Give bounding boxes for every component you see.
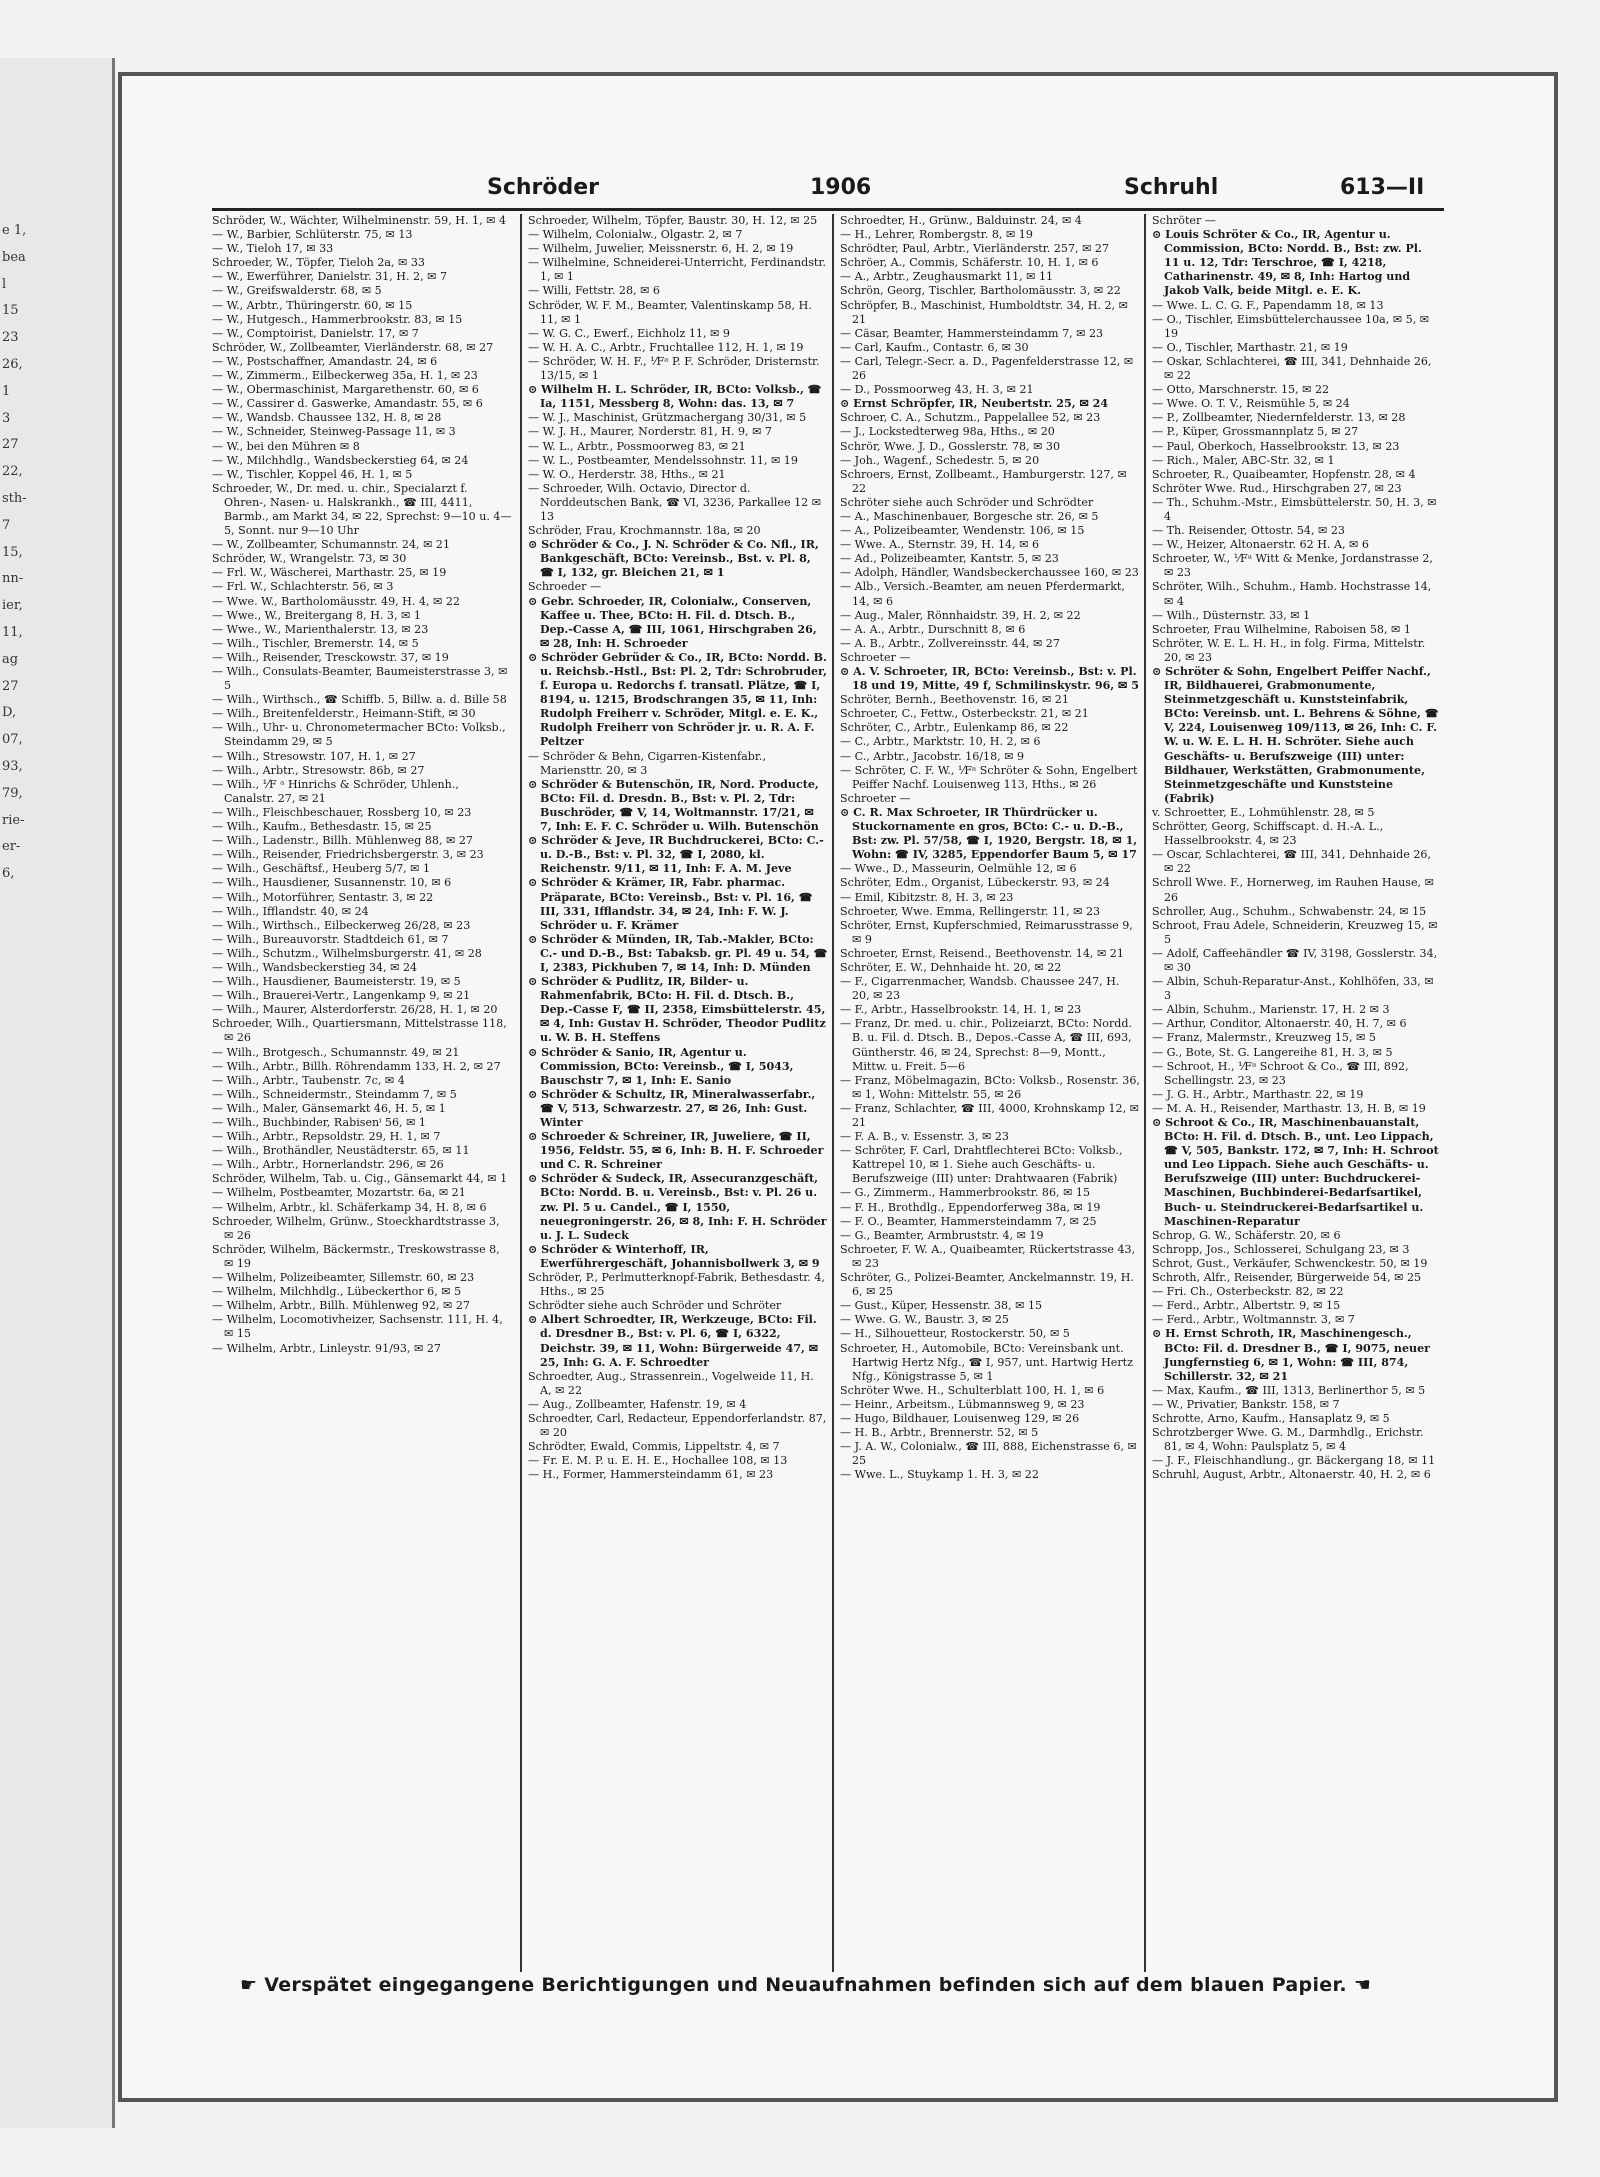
margin-fragment: 6, (2, 866, 15, 882)
margin-fragment: bea (2, 249, 26, 265)
directory-entry: — Wilh., Buchbinder, Rabisenⁱ 56, ✉ 1 (212, 1116, 426, 1129)
directory-entry: — Wwe., W., Marienthalerstr. 13, ✉ 23 (212, 622, 429, 636)
directory-entry: — Emil, Kibitzstr. 8, H. 3, ✉ 23 (840, 890, 1014, 904)
directory-entry: — Carl, Telegr.-Secr. a. D., Pagenfelderstrasse 12, ✉ 26 (840, 354, 1134, 383)
directory-entry: — W., Comptoirist, Danielstr. 17, ✉ 7 (212, 326, 419, 340)
directory-entry: Schroeder, Wilh., Quartiersmann, Mittelstrasse 118, ✉ 26 (212, 1017, 507, 1045)
directory-entry: — J. G. H., Arbtr., Marthastr. 22, ✉ 19 (1152, 1087, 1364, 1101)
directory-entry: ⊙ Schröder & Sanio, IR, Agentur u. Commission, BCto: Vereinsb., ☎ I, 5043, Bauschstr 7, ✉ 1, Inh: E. Sanio (528, 1045, 794, 1087)
directory-entry: — F., Arbtr., Hasselbrookstr. 14, H. 1, ✉ 23 (840, 1003, 1082, 1017)
directory-entry: — Hugo, Bildhauer, Louisenweg 129, ✉ 26 (840, 1411, 1080, 1425)
directory-entry: Schröder, P., Perlmutterknopf-Fabrik, Bethesdastr. 4, Hths., ✉ 25 (528, 1271, 825, 1299)
directory-entry: ⊙ Schröder & Schultz, IR, Mineralwasserfabr., ☎ V, 513, Schwarzestr. 27, ✉ 26, Inh: Gust. Winter (528, 1087, 816, 1129)
directory-entry: Schroedter, H., Grünw., Balduinstr. 24, ✉ 4 (840, 214, 1082, 227)
directory-entry: — Ferd., Arbtr., Albertstr. 9, ✉ 15 (1152, 1299, 1341, 1313)
directory-entry: — Wilh., Maler, Gänsemarkt 46, H. 5, ✉ 1 (212, 1101, 446, 1115)
directory-entry: — W., Ewerführer, Danielstr. 31, H. 2, ✉ 7 (212, 270, 448, 284)
margin-fragment: 3 (2, 410, 11, 426)
directory-entry: — Wilh., Hausdiener, Susannenstr. 10, ✉ 6 (212, 876, 452, 890)
header-left-keyword: Schröder (487, 175, 600, 200)
directory-entry: — Schroot, H., ⅟Fᵃ Schroot & Co., ☎ III, 892, Schellingstr. 23, ✉ 23 (1152, 1059, 1409, 1087)
directory-entry: Schröter, Bernh., Beethovenstr. 16, ✉ 21 (840, 693, 1069, 707)
directory-entry: Schroll Wwe. F., Hornerweg, im Rauhen Hause, ✉ 26 (1152, 876, 1434, 904)
directory-entry: — W. J. H., Maurer, Norderstr. 81, H. 9, ✉ 7 (528, 425, 772, 439)
margin-fragment: 26, (2, 356, 23, 372)
directory-entry: Schröter Wwe. H., Schulterblatt 100, H. 1, ✉ 6 (840, 1383, 1105, 1397)
directory-entry: — W., Arbtr., Thüringerstr. 60, ✉ 15 (212, 298, 413, 312)
directory-entry: Schroeter — (840, 791, 911, 805)
directory-entry: Schroeder, W., Töpfer, Tieloh 2a, ✉ 33 (212, 256, 425, 270)
directory-entry: — Wilh., Maurer, Alsterdorferstr. 26/28, H. 1, ✉ 20 (212, 1003, 498, 1017)
directory-entry: Schrödter, Paul, Arbtr., Vierländerstr. 257, ✉ 27 (840, 242, 1110, 256)
directory-entry: — Schroeder, Wilh. Octavio, Director d. Norddeutschen Bank, ☎ VI, 3236, Parkallee 12 ✉ 13 (528, 481, 822, 523)
directory-entry: Schroeter, Ernst, Reisend., Beethovenstr. 14, ✉ 21 (840, 946, 1124, 960)
directory-entry: — W. L., Postbeamter, Mendelssohnstr. 11, ✉ 19 (528, 453, 798, 467)
margin-fragment: er- (2, 839, 21, 855)
directory-entry: — W., Heizer, Altonaerstr. 62 H. A, ✉ 6 (1152, 538, 1369, 552)
directory-entry: ⊙ Schröder & Co., J. N. Schröder & Co. Nfl., IR, Bankgeschäft, BCto: Vereinsb., Bst. v. Pl. 8, ☎ I, 132, gr. Bleichen 21, ✉ 1 (528, 538, 819, 580)
previous-page-margin-text (2, 218, 42, 888)
directory-entry: Schroeter, C., Fettw., Osterbeckstr. 21, ✉ 21 (840, 707, 1089, 721)
directory-entry: Schröter, Edm., Organist, Lübeckerstr. 93, ✉ 24 (840, 876, 1110, 890)
directory-entry: — H. B., Arbtr., Brennerstr. 52, ✉ 5 (840, 1426, 1039, 1440)
directory-entry: — W. O., Herderstr. 38, Hths., ✉ 21 (528, 467, 726, 481)
directory-entry: — G., Beamter, Armbruststr. 4, ✉ 19 (840, 1228, 1044, 1242)
directory-entry: — Adolf, Caffeehändler ☎ IV, 3198, Gosslerstr. 34, ✉ 30 (1152, 946, 1438, 974)
directory-entry: — C., Arbtr., Marktstr. 10, H. 2, ✉ 6 (840, 735, 1041, 749)
directory-entry: ⊙ Albert Schroedter, IR, Werkzeuge, BCto: Fil. d. Dresdner B., Bst: v. Pl. 6, ☎ I, 6322, Deichstr. 39, ✉ 11, Wohn: Bürgerweide 47, ✉ 25, Inh: G. A. F. Schroedter (528, 1313, 819, 1369)
directory-entry: — Wilh., Reisender, Friedrichsbergerstr. 3, ✉ 23 (212, 848, 484, 862)
directory-entry: — O., Tischler, Marthastr. 21, ✉ 19 (1152, 340, 1348, 354)
directory-entry: — Schröter, C. F. W., ⅟Fᵃ Schröter & Sohn, Engelbert Peiffer Nachf. Louisenweg 113, Hths., ✉ 26 (840, 763, 1138, 791)
page-header (210, 175, 1440, 205)
directory-entry: — Frl. W., Schlachterstr. 56, ✉ 3 (212, 580, 394, 594)
directory-entry: — Wilh., ⅟F ᵃ Hinrichs & Schröder, Uhlenh., Canalstr. 27, ✉ 21 (212, 777, 459, 805)
directory-entry: — Franz, Dr. med. u. chir., Polizeiarzt, BCto: Nordd. B. u. Fil. d. Dtsch. B., Depos.-Casse A, ☎ III, 693, Güntherstr. 46, ✉ 24, Sprechst: 8—9, Montt., Mittw. u. Freit. 5—6 (840, 1017, 1133, 1073)
margin-fragment: 93, (2, 758, 23, 774)
directory-entry: Schroth, Alfr., Reisender, Bürgerweide 54, ✉ 25 (1152, 1271, 1422, 1285)
directory-entry: — A., Polizeibeamter, Wendenstr. 106, ✉ 15 (840, 524, 1085, 538)
directory-entry: Schroeder — (528, 580, 602, 594)
directory-entry: — Wwe. L. C. G. F., Papendamm 18, ✉ 13 (1152, 298, 1384, 312)
footer-note: ☛ Verspätet eingegangene Berichtigungen und Neuaufnahmen befinden sich auf dem blauen Papier. ☚ (240, 1974, 1372, 1996)
directory-entry: Schroeter — (840, 650, 911, 664)
directory-entry: Schrotte, Arno, Kaufm., Hansaplatz 9, ✉ 5 (1152, 1411, 1390, 1425)
directory-entry: ⊙ Schröder & Winterhoff, IR, Ewerführergeschäft, Johannisbollwerk 3, ✉ 9 (528, 1242, 820, 1270)
directory-entry: — Aug., Zollbeamter, Hafenstr. 19, ✉ 4 (528, 1397, 747, 1411)
directory-entry: — W. G. C., Ewerf., Eichholz 11, ✉ 9 (528, 326, 730, 340)
directory-entry: Schröpfer, B., Maschinist, Humboldtstr. 34, H. 2, ✉ 21 (840, 298, 1128, 326)
margin-fragment: 79, (2, 785, 23, 801)
directory-entry: — Alb., Versich.-Beamter, am neuen Pferdermarkt, 14, ✉ 6 (840, 580, 1125, 608)
directory-entry: — Wilh., Düsternstr. 33, ✉ 1 (1152, 608, 1311, 622)
directory-entry: — Albin, Schuhm., Marienstr. 17, H. 2 ✉ 3 (1152, 1003, 1390, 1017)
directory-entry: — A., Arbtr., Zeughausmarkt 11, ✉ 11 (840, 270, 1054, 284)
directory-entry: — P., Küper, Grossmannplatz 5, ✉ 27 (1152, 425, 1359, 439)
directory-entry: — F. A. B., v. Essenstr. 3, ✉ 23 (840, 1130, 1009, 1144)
margin-fragment: 27 (2, 437, 19, 453)
directory-entry: — Paul, Oberkoch, Hasselbrookstr. 13, ✉ 23 (1152, 439, 1400, 453)
directory-entry: Schroedter, Carl, Redacteur, Eppendorferlandstr. 87, ✉ 20 (528, 1411, 827, 1440)
directory-entry: Schroot, Frau Adele, Schneiderin, Kreuzweg 15, ✉ 5 (1152, 918, 1438, 946)
margin-fragment: l (2, 276, 7, 292)
directory-entry: — W. L., Arbtr., Possmoorweg 83, ✉ 21 (528, 439, 746, 453)
directory-entry: — Cäsar, Beamter, Hammersteindamm 7, ✉ 23 (840, 326, 1104, 340)
directory-entry: Schröder, Frau, Krochmannstr. 18a, ✉ 20 (528, 524, 761, 538)
directory-entry: — Franz, Malermstr., Kreuzweg 15, ✉ 5 (1152, 1031, 1376, 1045)
directory-entry: — W., Greifswalderstr. 68, ✉ 5 (212, 284, 382, 298)
directory-entry: — Wilh., Arbtr., Billh. Röhrendamm 133, H. 2, ✉ 27 (212, 1059, 501, 1073)
directory-entry: Schröter, E. W., Dehnhaide ht. 20, ✉ 22 (840, 960, 1062, 974)
directory-entry: Schroeter, F. W. A., Quaibeamter, Rückertstrasse 43, ✉ 23 (840, 1242, 1136, 1270)
directory-entry: Schrödter siehe auch Schröder und Schröter (528, 1299, 782, 1313)
directory-entry: — Wilh., Wandsbeckerstieg 34, ✉ 24 (212, 960, 418, 974)
directory-entry: Schruhl, August, Arbtr., Altonaerstr. 40, H. 2, ✉ 6 (1152, 1468, 1431, 1482)
margin-fragment: 22, (2, 464, 23, 480)
directory-entry: — W., Tieloh 17, ✉ 33 (212, 242, 334, 256)
directory-entry: — Wilh., Motorführer, Sentastr. 3, ✉ 22 (212, 890, 434, 904)
directory-entry: — Wilh., Stresowstr. 107, H. 1, ✉ 27 (212, 749, 416, 763)
directory-entry: Schröter siehe auch Schröder und Schrödter (840, 495, 1094, 509)
directory-entry: Schrotzberger Wwe. G. M., Darmhdlg., Erichstr. 81, ✉ 4, Wohn: Paulsplatz 5, ✉ 4 (1152, 1426, 1424, 1454)
column-3 (832, 214, 1146, 1972)
directory-entry: — W., Tischler, Koppel 46, H. 1, ✉ 5 (212, 467, 413, 481)
directory-entry: — Wilh., Geschäftsf., Heuberg 5/7, ✉ 1 (212, 862, 431, 876)
directory-entry: — P., Zollbeamter, Niedernfelderstr. 13, ✉ 28 (1152, 411, 1406, 425)
directory-entry: Schröder, W. F. M., Beamter, Valentinskamp 58, H. 11, ✉ 1 (528, 298, 812, 326)
directory-entry: — Schröter, F. Carl, Drahtflechterei BCto: Volksb., Kattrepel 10, ✉ 1. Siehe auch Geschäfts- u. Berufszweige (III) unter: Drahtwaaren (Fabrik) (840, 1144, 1123, 1186)
directory-entry: — H., Lehrer, Rombergstr. 8, ✉ 19 (840, 228, 1033, 242)
directory-entry: — F. H., Brothdlg., Eppendorferweg 38a, ✉ 19 (840, 1200, 1101, 1214)
margin-fragment: 27 (2, 678, 19, 694)
directory-entry: Schropp, Jos., Schlosserei, Schulgang 23, ✉ 3 (1152, 1242, 1410, 1256)
directory-entry: — Wilhelm, Arbtr., Billh. Mühlenweg 92, ✉ 27 (212, 1299, 470, 1313)
directory-entry: — Wilh., Breitenfelderstr., Heimann-Stift, ✉ 30 (212, 707, 476, 721)
directory-entry: Schrop, G. W., Schäferstr. 20, ✉ 6 (1152, 1228, 1341, 1242)
directory-entry: — Gust., Küper, Hessenstr. 38, ✉ 15 (840, 1299, 1043, 1313)
directory-entry: — W., bei den Mühren ✉ 8 (212, 439, 360, 453)
directory-entry: — Wilh., Wirthsch., Eilbeckerweg 26/28, ✉ 23 (212, 918, 471, 932)
directory-entry: — Heinr., Arbeitsm., Lübmannsweg 9, ✉ 23 (840, 1397, 1085, 1411)
directory-entry: — Wilh., Fleischbeschauer, Rossberg 10, ✉ 23 (212, 805, 472, 819)
directory-entry: ⊙ Schröter & Sohn, Engelbert Peiffer Nachf., IR, Bildhauerei, Grabmonumente, Steinmetzgeschäft u. Kunststeinfabrik, BCto: Vereinsb. unt. L. Behrens & Söhne, ☎ V, 224, Louisenweg 109/113, ✉ 26, Inh: C. F. W. u. W. E. L. H. H. Schröter. Siehe auch Geschäfts- u. Berufszweige (III) unter: Bildhauer, Werkstätten, Grabmonumente, Steinmetzgeschäfte und Kunststeine (Fabrik) (1152, 665, 1439, 805)
directory-entry: — Wilh., Arbtr., Stresowstr. 86b, ✉ 27 (212, 763, 425, 777)
margin-fragment: rie- (2, 812, 25, 828)
directory-entry: Schröder, W., Zollbeamter, Vierländerstr. 68, ✉ 27 (212, 340, 494, 354)
margin-fragment: nn- (2, 571, 24, 587)
directory-entry: — Aug., Maler, Rönnhaidstr. 39, H. 2, ✉ 22 (840, 608, 1081, 622)
directory-entry: Schroeder, Wilhelm, Grünw., Stoeckhardtstrasse 3, ✉ 26 (212, 1214, 500, 1242)
directory-entry: Schröter Wwe. Rud., Hirschgraben 27, ✉ 23 (1152, 481, 1402, 495)
directory-entry: — Albin, Schuh-Reparatur-Anst., Kohlhöfen, 33, ✉ 3 (1152, 975, 1434, 1003)
directory-entry: ⊙ Schröder & Jeve, IR Buchdruckerei, BCto: C.- u. D.-B., Bst: v. Pl. 32, ☎ I, 2080, kl. Reichenstr. 9/11, ✉ 11, Inh: F. A. M. Jeve (528, 834, 824, 876)
directory-entry: — Wilh., Brotgesch., Schumannstr. 49, ✉ 21 (212, 1045, 460, 1059)
directory-entry: — O., Tischler, Eimsbüttelerchaussee 10a, ✉ 5, ✉ 19 (1152, 312, 1430, 340)
directory-entry: ⊙ Schroot & Co., IR, Maschinenbauanstalt, BCto: H. Fil. d. Dtsch. B., unt. Leo Lippach, ☎ V, 505, Bankstr. 172, ✉ 7, Inh: H. Schroot und Leo Lippach. Siehe auch Geschäfts- u. Berufszweige (III) unter: Buchdruckerei-Maschinen, Buchbinderei-Bedarfsartikel, Buch- u. Steindruckerei-Bedarfsartikel u. Maschinen-Reparatur (1152, 1116, 1439, 1228)
margin-fragment: 11, (2, 624, 23, 640)
directory-entry: — F. O., Beamter, Hammersteindamm 7, ✉ 25 (840, 1214, 1097, 1228)
directory-entry: — Joh., Wagenf., Schedestr. 5, ✉ 20 (840, 453, 1040, 467)
margin-fragment: sth- (2, 490, 27, 506)
directory-entry: — J. F., Fleischhandlung., gr. Bäckergang 18, ✉ 11 (1152, 1454, 1436, 1468)
margin-fragment: 15 (2, 303, 19, 319)
directory-entry: — Wwe., D., Masseurin, Oelmühle 12, ✉ 6 (840, 862, 1077, 876)
directory-columns (212, 214, 1444, 1972)
directory-entry: Schröter, W. E. L. H. H., in folg. Firma, Mittelstr. 20, ✉ 23 (1152, 636, 1426, 664)
directory-entry: — Fr. E. M. P. u. E. H. E., Hochallee 108, ✉ 13 (528, 1454, 788, 1468)
directory-entry: Schroller, Aug., Schuhm., Schwabenstr. 24, ✉ 15 (1152, 904, 1427, 918)
directory-entry: — M. A. H., Reisender, Marthastr. 13, H. B, ✉ 19 (1152, 1101, 1426, 1115)
margin-fragment: 23 (2, 330, 19, 346)
directory-entry: ⊙ Louis Schröter & Co., IR, Agentur u. Commission, BCto: Nordd. B., Bst: zw. Pl. 11 u. 12, Tdr: Terschroe, ☎ I, 4218, Catharinenstr. 49, ✉ 8, Inh: Hartog und Jakob Valk, beide Mitgl. e. E. K. (1152, 228, 1422, 298)
margin-fragment: ag (2, 651, 19, 667)
margin-fragment: 07, (2, 732, 23, 748)
margin-fragment: 15, (2, 544, 23, 560)
page-number: 613—II (1340, 175, 1425, 200)
directory-entry: — Arthur, Conditor, Altonaerstr. 40, H. 7, ✉ 6 (1152, 1017, 1407, 1031)
directory-entry: — W., Barbier, Schlüterstr. 75, ✉ 13 (212, 228, 413, 242)
margin-fragment: 7 (2, 517, 11, 533)
directory-entry: — J. A. W., Colonialw., ☎ III, 888, Eichenstrasse 6, ✉ 25 (840, 1440, 1137, 1468)
directory-entry: Schröter, C., Arbtr., Eulenkamp 86, ✉ 22 (840, 721, 1069, 735)
directory-entry: — W., Obermaschinist, Margarethenstr. 60, ✉ 6 (212, 383, 479, 397)
directory-entry: Schröter — (1152, 214, 1216, 227)
directory-entry: — W., Milchhdlg., Wandsbeckerstieg 64, ✉ 24 (212, 453, 469, 467)
directory-entry: — Wilh., Consulats-Beamter, Baumeisterstrasse 3, ✉ 5 (212, 665, 508, 693)
directory-entry: Schröter, Ernst, Kupferschmied, Reimarusstrasse 9, ✉ 9 (840, 918, 1133, 946)
directory-entry: Schrot, Gust., Verkäufer, Schwenckestr. 50, ✉ 19 (1152, 1256, 1428, 1270)
directory-entry: Schroers, Ernst, Zollbeamt., Hamburgerstr. 127, ✉ 22 (840, 467, 1127, 495)
directory-entry: — Fri. Ch., Osterbeckstr. 82, ✉ 22 (1152, 1285, 1344, 1299)
header-right-keyword: Schruhl (1124, 175, 1219, 200)
directory-entry: ⊙ Schröder & Sudeck, IR, Assecuranzgeschäft, BCto: Nordd. B. u. Vereinsb., Bst: v. Pl. 26 u. zw. Pl. 5 u. Candel., ☎ I, 1550, neuegroningerstr. 26, ✉ 8, Inh: F. H. Schröder u. J. L. Sudeck (528, 1172, 827, 1242)
directory-entry: — Wwe. L., Stuykamp 1. H. 3, ✉ 22 (840, 1468, 1039, 1482)
directory-entry: — Wilh., Ladenstr., Billh. Mühlenweg 88, ✉ 27 (212, 834, 473, 848)
directory-entry: — D., Possmoorweg 43, H. 3, ✉ 21 (840, 383, 1034, 397)
directory-entry: Schroer, C. A., Schutzm., Pappelallee 52, ✉ 23 (840, 411, 1101, 425)
header-year: 1906 (810, 175, 872, 200)
directory-entry: — Wilh., Schneidermstr., Steindamm 7, ✉ 5 (212, 1087, 457, 1101)
directory-entry: — Max, Kaufm., ☎ III, 1313, Berlinerthor 5, ✉ 5 (1152, 1383, 1426, 1397)
directory-entry: — G., Zimmerm., Hammerbrookstr. 86, ✉ 15 (840, 1186, 1091, 1200)
directory-entry: — Schröder & Behn, Cigarren-Kistenfabr., Mariensttr. 20, ✉ 3 (528, 749, 766, 777)
directory-entry: — W., Zimmerm., Eilbeckerweg 35a, H. 1, ✉ 23 (212, 369, 478, 383)
directory-entry: — C., Arbtr., Jacobstr. 16/18, ✉ 9 (840, 749, 1025, 763)
directory-entry: — W., Cassirer d. Gaswerke, Amandastr. 55, ✉ 6 (212, 397, 483, 411)
directory-entry: — A., Maschinenbauer, Borgesche str. 26, ✉ 5 (840, 509, 1099, 523)
directory-entry: — Wilh., Bureauvorstr. Stadtdeich 61, ✉ 7 (212, 932, 449, 946)
directory-entry: Schröter, G., Polizei-Beamter, Anckelmannstr. 19, H. 6, ✉ 25 (840, 1271, 1134, 1299)
directory-entry: ⊙ Schröder & Krämer, IR, Fabr. pharmac. Präparate, BCto: Vereinsb., Bst: v. Pl. 16, ☎ III, 331, Ifflandstr. 34, ✉ 24, Inh: F. W. J. Schröder u. F. Krämer (528, 876, 813, 932)
margin-fragment: D, (2, 705, 17, 721)
directory-entry: — Wilh., Kaufm., Bethesdastr. 15, ✉ 25 (212, 820, 432, 834)
directory-entry: — Th. Reisender, Ottostr. 54, ✉ 23 (1152, 524, 1345, 538)
directory-entry: — H., Former, Hammersteindamm 61, ✉ 23 (528, 1468, 774, 1482)
directory-entry: ⊙ Gebr. Schroeder, IR, Colonialw., Conserven, Kaffee u. Thee, BCto: H. Fil. d. Dtsch. B., Dep.-Casse A, ☎ III, 1061, Hirschgraben 26, ✉ 28, Inh: H. Schroeder (528, 594, 817, 650)
directory-entry: — Wilh., Ifflandstr. 40, ✉ 24 (212, 904, 369, 918)
margin-fragment: e 1, (2, 223, 27, 238)
header-rule (212, 208, 1444, 211)
directory-entry: — Wilhelm, Postbeamter, Mozartstr. 6a, ✉ 21 (212, 1186, 466, 1200)
directory-entry: — W. H. A. C., Arbtr., Fruchtallee 112, H. 1, ✉ 19 (528, 340, 804, 354)
margin-fragment: 1 (2, 383, 11, 399)
directory-entry: — Wilh., Arbtr., Hornerlandstr. 296, ✉ 26 (212, 1158, 444, 1172)
directory-entry: Schröer, A., Commis, Schäferstr. 10, H. 1, ✉ 6 (840, 256, 1099, 270)
directory-entry: — Wilh., Wirthsch., ☎ Schiffb. 5, Billw. a. d. Bille 58 (212, 693, 507, 707)
directory-entry: Schroeter, Wwe. Emma, Rellingerstr. 11, ✉ 23 (840, 904, 1101, 918)
directory-entry: — Wilhelm, Milchhdlg., Lübeckerthor 6, ✉ 5 (212, 1285, 462, 1299)
directory-entry: — Franz, Schlachter, ☎ III, 4000, Krohnskamp 12, ✉ 21 (840, 1101, 1139, 1129)
directory-entry: — H., Silhouetteur, Rostockerstr. 50, ✉ 5 (840, 1327, 1070, 1341)
directory-entry: — Th., Schuhm.-Mstr., Eimsbüttelerstr. 50, H. 3, ✉ 4 (1152, 495, 1437, 523)
directory-entry: — Wwe. G. W., Baustr. 3, ✉ 25 (840, 1313, 1009, 1327)
directory-entry: ⊙ Ernst Schröpfer, IR, Neubertstr. 25, ✉ 24 (840, 397, 1109, 411)
directory-entry: — Wilh., Arbtr., Repsoldstr. 29, H. 1, ✉ 7 (212, 1130, 441, 1144)
directory-entry: — G., Bote, St. G. Langereihe 81, H. 3, ✉ 5 (1152, 1045, 1393, 1059)
directory-entry: — F., Cigarrenmacher, Wandsb. Chaussee 247, H. 20, ✉ 23 (840, 975, 1120, 1003)
directory-entry: — A. B., Arbtr., Zollvereinsstr. 44, ✉ 27 (840, 636, 1060, 650)
directory-entry: — Wilh., Reisender, Tresckowstr. 37, ✉ 19 (212, 650, 449, 664)
directory-entry: — Wwe., W., Breitergang 8, H. 3, ✉ 1 (212, 608, 421, 622)
directory-entry: — Wilh., Brothändler, Neustädterstr. 65, ✉ 11 (212, 1144, 470, 1158)
directory-entry: ⊙ Schröder & Butenschön, IR, Nord. Producte, BCto: Fil. d. Dresdn. B., Bst: v. Pl. 2, Tdr: Buschröder, ☎ V, 14, Woltmannstr. 17/21, ✉ 7, Inh: E. F. C. Schröder u. Wilh. Butenschön (528, 777, 819, 834)
directory-entry: — Willi, Fettstr. 28, ✉ 6 (528, 284, 660, 298)
directory-entry: — Wilhelmine, Schneiderei-Unterricht, Ferdinandstr. 1, ✉ 1 (528, 256, 826, 284)
directory-entry: — W., Schneider, Steinweg-Passage 11, ✉ 3 (212, 425, 456, 439)
directory-entry: Schroedter, Aug., Strassenrein., Vogelweide 11, H. A, ✉ 22 (528, 1369, 814, 1397)
directory-entry: Schrön, Georg, Tischler, Bartholomäusstr. 3, ✉ 22 (840, 284, 1121, 298)
directory-entry: — Rich., Maler, ABC-Str. 32, ✉ 1 (1152, 453, 1335, 467)
directory-entry: Schröder, Wilhelm, Bäckermstr., Treskowstrasse 8, ✉ 19 (212, 1242, 500, 1270)
directory-entry: Schroeter, Frau Wilhelmine, Raboisen 58, ✉ 1 (1152, 622, 1411, 636)
directory-entry: Schroeder, W., Dr. med. u. chir., Specialarzt f. Ohren-, Nasen- u. Halskrankh., ☎ III, 4411, Barmb., am Markt 34, ✉ 22, Sprechst: 9—10 u. 4—5, Sonnt. nur 9—10 Uhr (212, 481, 512, 538)
directory-entry: — Frl. W., Wäscherei, Marthastr. 25, ✉ 19 (212, 566, 447, 580)
directory-entry: — A. A., Arbtr., Durschnitt 8, ✉ 6 (840, 622, 1026, 636)
directory-entry: — Wwe. O. T. V., Reismühle 5, ✉ 24 (1152, 397, 1350, 411)
directory-entry: — Ad., Polizeibeamter, Kantstr. 5, ✉ 23 (840, 552, 1059, 566)
directory-entry: — Wilhelm, Arbtr., kl. Schäferkamp 34, H. 8, ✉ 6 (212, 1200, 487, 1214)
directory-entry: — Ferd., Arbtr., Woltmannstr. 3, ✉ 7 (1152, 1313, 1355, 1327)
directory-entry: ⊙ Schroeder & Schreiner, IR, Juweliere, ☎ II, 1956, Feldstr. 55, ✉ 6, Inh: B. H. F. Schroeder und C. R. Schreiner (528, 1130, 824, 1172)
directory-entry: — W., Wandsb. Chaussee 132, H. 8, ✉ 28 (212, 411, 442, 425)
directory-entry: Schröder, W., Wächter, Wilhelminenstr. 59, H. 1, ✉ 4 (212, 214, 507, 227)
directory-entry: Schröder, W., Wrangelstr. 73, ✉ 30 (212, 552, 407, 566)
directory-entry: — Wilhelm, Juwelier, Meissnerstr. 6, H. 2, ✉ 19 (528, 242, 794, 256)
directory-entry: — W., Privatier, Bankstr. 158, ✉ 7 (1152, 1397, 1340, 1411)
directory-entry: — Wilh., Schutzm., Wilhelmsburgerstr. 41, ✉ 28 (212, 946, 482, 960)
directory-entry: — W., Postschaffner, Amandastr. 24, ✉ 6 (212, 354, 438, 368)
directory-entry: ⊙ Schröder & Pudlitz, IR, Bilder- u. Rahmenfabrik, BCto: H. Fil. d. Dtsch. B., Dep.-Casse F, ☎ II, 2358, Eimsbüttelerstr. 45, ✉ 4, Inh: Gustav H. Schröder, Theodor Pudlitz u. W. B. H. Steffens (528, 975, 826, 1045)
directory-entry: ⊙ C. R. Max Schroeter, IR Thürdrücker u. Stuckornamente en gros, BCto: C.- u. D.-B., Bst: zw. Pl. 57/58, ☎ I, 1920, Bergstr. 18, ✉ 1, Wohn: ☎ IV, 3285, Eppendorfer Baum 5, ✉ 17 (840, 805, 1138, 862)
column-2 (520, 214, 834, 1972)
directory-entry: — Wilhelm, Polizeibeamter, Sillemstr. 60, ✉ 23 (212, 1271, 475, 1285)
directory-entry: — Adolph, Händler, Wandsbeckerchaussee 160, ✉ 23 (840, 566, 1139, 580)
directory-entry: ⊙ H. Ernst Schroth, IR, Maschinengesch., BCto: Fil. d. Dresdner B., ☎ I, 9075, neuer Jungfernstieg 6, ✉ 1, Wohn: ☎ III, 874, Schillerstr. 32, ✉ 21 (1152, 1327, 1431, 1383)
directory-entry: Schrödter, Ewald, Commis, Lippeltstr. 4, ✉ 7 (528, 1440, 780, 1454)
directory-entry: — Wwe. A., Sternstr. 39, H. 14, ✉ 6 (840, 538, 1040, 552)
directory-entry: — Franz, Möbelmagazin, BCto: Volksb., Rosenstr. 36, ✉ 1, Wohn: Mittelstr. 55, ✉ 26 (840, 1073, 1140, 1101)
directory-entry: — Wwe. W., Bartholomäusstr. 49, H. 4, ✉ 22 (212, 594, 460, 608)
directory-entry: Schröter, Wilh., Schuhm., Hamb. Hochstrasse 14, ✉ 4 (1152, 580, 1432, 608)
directory-entry: Schroeter, W., ⅟Fᵃ Witt & Menke, Jordanstrasse 2, ✉ 23 (1152, 552, 1433, 580)
directory-entry: — Wilh., Arbtr., Taubenstr. 7c, ✉ 4 (212, 1073, 405, 1087)
directory-entry: Schrötter, Georg, Schiffscapt. d. H.-A. L., Hasselbrookstr. 4, ✉ 23 (1152, 820, 1384, 848)
margin-fragment: ier, (2, 598, 23, 614)
directory-entry: — Wilhelm, Colonialw., Olgastr. 2, ✉ 7 (528, 228, 743, 242)
directory-entry: — Oscar, Schlachterei, ☎ III, 341, Dehnhaide 26, ✉ 22 (1152, 848, 1432, 876)
directory-entry: — W., Hutgesch., Hammerbrookstr. 83, ✉ 15 (212, 312, 463, 326)
column-4 (1144, 214, 1440, 1972)
directory-entry: — Otto, Marschnerstr. 15, ✉ 22 (1152, 383, 1330, 397)
directory-entry: Schroeter, R., Quaibeamter, Hopfenstr. 28, ✉ 4 (1152, 467, 1416, 481)
directory-entry: — Wilhelm, Arbtr., Linleystr. 91/93, ✉ 27 (212, 1341, 441, 1355)
previous-page-edge (0, 58, 115, 2128)
directory-entry: — Oskar, Schlachterei, ☎ III, 341, Dehnhaide 26, ✉ 22 (1152, 354, 1432, 383)
directory-entry: Schroeder, Wilhelm, Töpfer, Baustr. 30, H. 12, ✉ 25 (528, 214, 818, 227)
directory-entry: — W., Zollbeamter, Schumannstr. 24, ✉ 21 (212, 538, 451, 552)
directory-entry: — Wilh., Uhr- u. Chronometermacher BCto: Volksb., Steindamm 29, ✉ 5 (212, 721, 506, 749)
directory-entry: — J., Lockstedterweg 98a, Hths., ✉ 20 (840, 425, 1055, 439)
directory-entry: Schröder, Wilhelm, Tab. u. Cig., Gänsemarkt 44, ✉ 1 (212, 1172, 508, 1186)
directory-entry: — W. J., Maschinist, Grützmachergang 30/31, ✉ 5 (528, 411, 807, 425)
directory-entry: — Wilhelm, Locomotivheizer, Sachsenstr. 111, H. 4, ✉ 15 (212, 1313, 503, 1341)
directory-entry: ⊙ Schröder Gebrüder & Co., IR, BCto: Nordd. B. u. Reichsb.-Hstl., Bst: Pl. 2, Tdr: Schrobruder, f. Europa u. Redorchs f. transatl. Plätze, ☎ I, 8194, u. 1215, Brodschrangen 35, ✉ 11, Inh: Rudolph Freiherr v. Schröder, Mitgl. e. E. K., Rudolph Freiherr von Schröder jr. u. R. A. F. Peltzer (528, 650, 827, 749)
directory-entry: — Wilh., Brauerei-Vertr., Langenkamp 9, ✉ 21 (212, 989, 471, 1003)
directory-entry: — Carl, Kaufm., Contastr. 6, ✉ 30 (840, 340, 1029, 354)
directory-entry: ⊙ Schröder & Münden, IR, Tab.-Makler, BCto: C.- und D.-B., Bst: Tabaksb. gr. Pl. 49 u. 54, ☎ I, 2383, Pickhuben 7, ✉ 14, Inh: D. Münden (528, 932, 828, 974)
directory-entry: — Wilh., Tischler, Bremerstr. 14, ✉ 5 (212, 636, 419, 650)
directory-entry: ⊙ Wilhelm H. L. Schröder, IR, BCto: Volksb., ☎ Ia, 1151, Messberg 8, Wohn: das. 13, ✉ 7 (528, 383, 822, 411)
directory-entry: — Wilh., Hausdiener, Baumeisterstr. 19, ✉ 5 (212, 975, 461, 989)
directory-entry: v. Schroetter, E., Lohmühlenstr. 28, ✉ 5 (1152, 805, 1375, 819)
directory-entry: — Schröder, W. H. F., ⅟Fᵃ P. F. Schröder, Dristernstr. 13/15, ✉ 1 (528, 354, 820, 383)
directory-entry: Schrör, Wwe. J. D., Gosslerstr. 78, ✉ 30 (840, 439, 1061, 453)
directory-entry: Schroeter, H., Automobile, BCto: Vereinsbank unt. Hartwig Hertz Nfg., ☎ I, 957, unt. Hartwig Hertz Nfg., Königstrasse 5, ✉ 1 (840, 1341, 1133, 1383)
column-1 (212, 214, 518, 1972)
directory-entry: ⊙ A. V. Schroeter, IR, BCto: Vereinsb., Bst: v. Pl. 18 und 19, Mitte, 49 f, Schmilinskystr. 96, ✉ 5 (840, 665, 1139, 693)
